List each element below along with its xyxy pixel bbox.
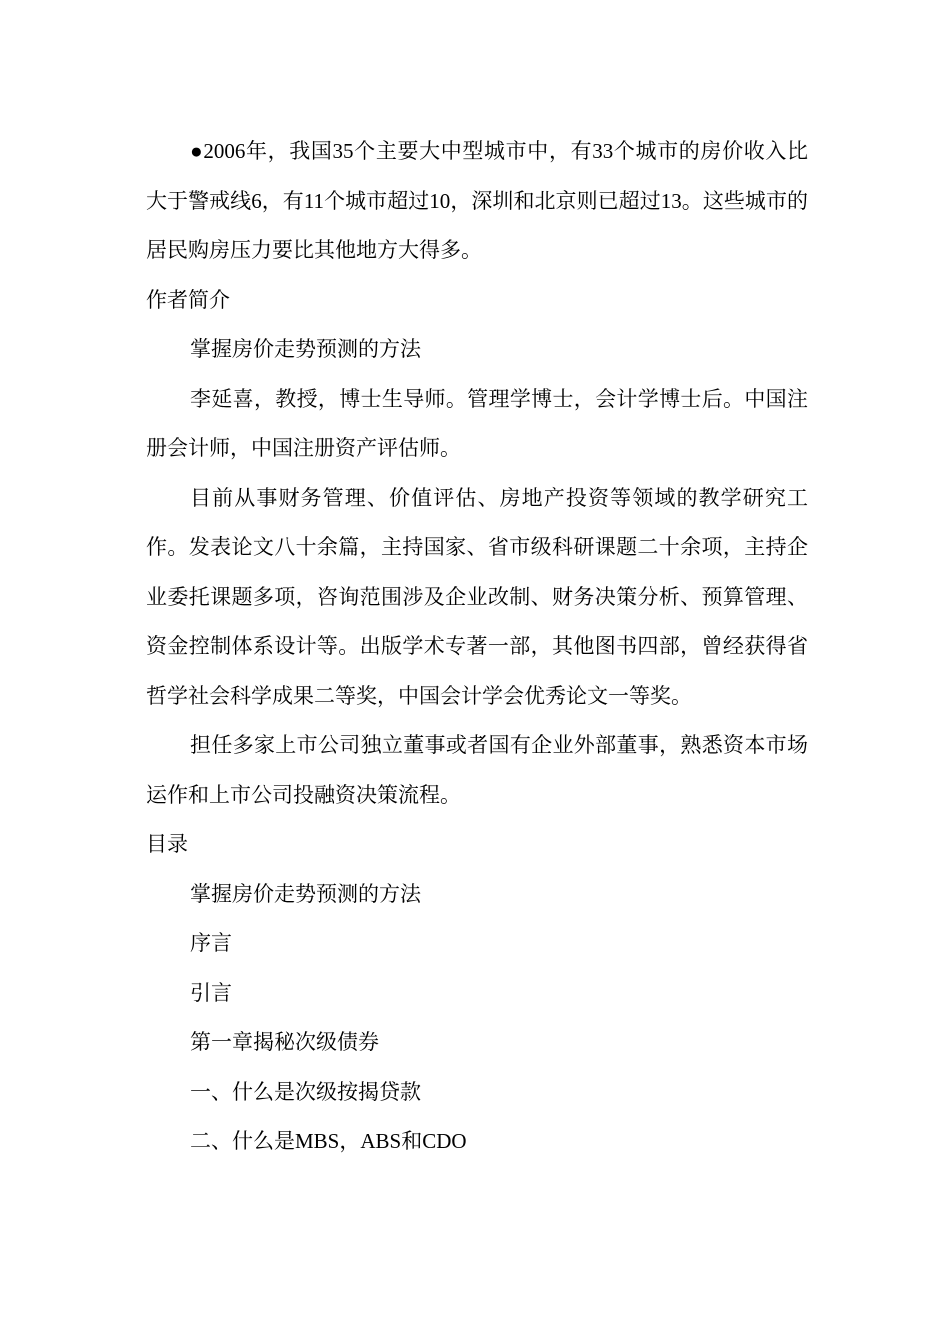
toc-item: 一、什么是次级按揭贷款 (190, 1079, 421, 1104)
statistics-paragraph: ●2006年，我国35个主要大中型城市中，有33个城市的房价收入比大于警戒线6，有11个城市超过10，深圳和北京则已超过13。这些城市的居民购房压力要比其他地方大得多。 (146, 139, 808, 262)
toc-heading: 目录 (146, 832, 188, 856)
toc-item: 二、什么是MBS，ABS和CDO (190, 1129, 467, 1153)
author-bio-paragraph-2: 目前从事财务管理、价值评估、房地产投资等领域的教学研究工作。发表论文八十余篇，主持国家、省市级科研课题二十余项，主持企业委托课题多项，咨询范围涉及企业改制、财务决策分析、预算管理、资金控制体系设计等。出版学术专著一部，其他图书四部，曾经获得省哲学社会科学成果二等奖，中国会计学会优秀论文一等奖。 (146, 485, 808, 708)
toc-item: 掌握房价走势预测的方法 (190, 881, 421, 906)
book-title-line: 掌握房价走势预测的方法 (190, 337, 421, 361)
toc-item: 引言 (190, 980, 232, 1005)
author-bio-paragraph-3: 担任多家上市公司独立董事或者国有企业外部董事，熟悉资本市场运作和上市公司投融资决策流程。 (146, 733, 808, 807)
toc-item: 第一章揭秘次级债券 (190, 1030, 379, 1054)
author-bio-paragraph-1: 李延喜，教授，博士生导师。管理学博士，会计学博士后。中国注册会计师，中国注册资产评估师。 (146, 386, 808, 460)
author-intro-heading: 作者简介 (146, 287, 230, 312)
document-page (146, 127, 808, 1167)
table-of-contents (146, 870, 808, 1167)
toc-item: 序言 (190, 931, 232, 955)
